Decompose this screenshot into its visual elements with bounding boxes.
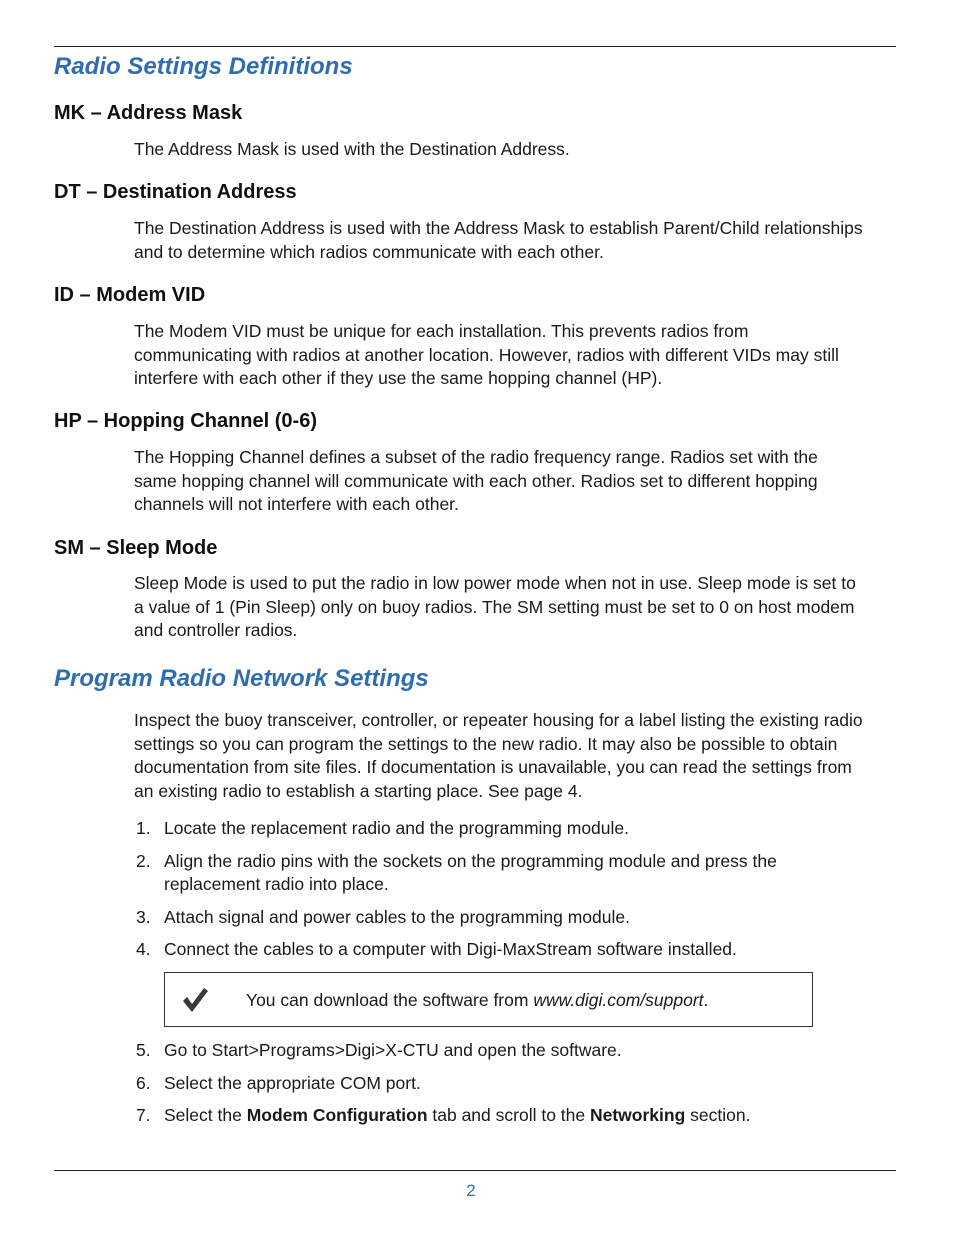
list-item xyxy=(134,906,864,930)
step-number: 7. xyxy=(136,1105,151,1125)
program-intro: Inspect the buoy transceiver, controller, or repeater housing for a label listing the existing radio settings so you can program the settings to the new radio. It may also be possible to obtain documentation from site files. If documentation is unavailable, you can read the settings from an existing radio to establish a starting place. See page 4. xyxy=(134,710,863,801)
checkmark-icon xyxy=(181,985,209,1015)
bottom-rule xyxy=(54,1170,896,1171)
step-text: Connect the cables to a computer with Digi-MaxStream software installed. xyxy=(164,939,737,959)
step-number: 5. xyxy=(136,1040,151,1060)
top-rule xyxy=(54,46,896,47)
step-text: Select the appropriate COM port. xyxy=(164,1072,421,1093)
step-text: Attach signal and power cables to the programming module. xyxy=(164,906,630,927)
networking-label: Networking xyxy=(589,1105,686,1125)
heading-mk-address-mask: MK – Address Mask xyxy=(54,102,243,124)
list-item xyxy=(134,850,864,897)
step-text: Go to Start>Programs>Digi>X-CTU and open the software. xyxy=(164,1040,622,1060)
heading-id-modem-vid: ID – Modem VID xyxy=(54,284,206,306)
list-item xyxy=(134,938,864,962)
id-description: The Modem VID must be unique for each installation. This prevents radios from communicating with radios at another location. However, radios with different VIDs may still interfere with each other if they use the same hopping channel (HP). xyxy=(134,321,839,388)
list-item xyxy=(134,1039,864,1063)
step-text: Locate the replacement radio and the programming module. xyxy=(164,818,629,838)
step-number: 6. xyxy=(136,1072,151,1093)
dt-description: The Destination Address is used with the Address Mask to establish Parent/Child relationships and to determine which radios communicate with each other. xyxy=(134,218,863,262)
section-title-program-radio: Program Radio Network Settings xyxy=(54,665,429,692)
step-text: Select the Modem Configuration tab and scroll to the Networking section. xyxy=(164,1105,751,1125)
note-text: You can download the software from www.digi.com/support. xyxy=(246,990,709,1010)
step-number: 4. xyxy=(136,939,151,959)
steps-list-a xyxy=(134,817,864,962)
mk-description: The Address Mask is used with the Destination Address. xyxy=(134,139,570,159)
step-number: 2. xyxy=(136,850,151,871)
page-number: 2 xyxy=(466,1181,476,1200)
step-number: 1. xyxy=(136,818,151,838)
section-title-radio-settings: Radio Settings Definitions xyxy=(54,53,353,80)
heading-sm-sleep-mode: SM – Sleep Mode xyxy=(54,537,218,559)
step-number: 3. xyxy=(136,906,151,927)
steps-list-b xyxy=(134,1039,864,1128)
hp-description: The Hopping Channel defines a subset of the radio frequency range. Radios set with the same hopping channel will communicate with each other. Radios set to different hopping channels will not interfere with each other. xyxy=(134,447,818,514)
list-item xyxy=(134,1072,864,1096)
note-box xyxy=(164,972,813,1027)
support-link[interactable]: www.digi.com/support xyxy=(533,990,704,1010)
heading-hp-hopping-channel: HP – Hopping Channel (0-6) xyxy=(54,410,317,432)
modem-configuration-label: Modem Configuration xyxy=(246,1105,428,1125)
step-text: Align the radio pins with the sockets on the programming module and press the replacement radio into place. xyxy=(164,850,777,894)
list-item xyxy=(134,1104,864,1128)
heading-dt-destination-address: DT – Destination Address xyxy=(54,181,297,203)
list-item xyxy=(134,817,864,841)
sm-description: Sleep Mode is used to put the radio in low power mode when not in use. Sleep mode is set to a value of 1 (Pin Sleep) only on buoy radios. The SM setting must be set to 0 on host modem and controller radios. xyxy=(134,573,856,640)
